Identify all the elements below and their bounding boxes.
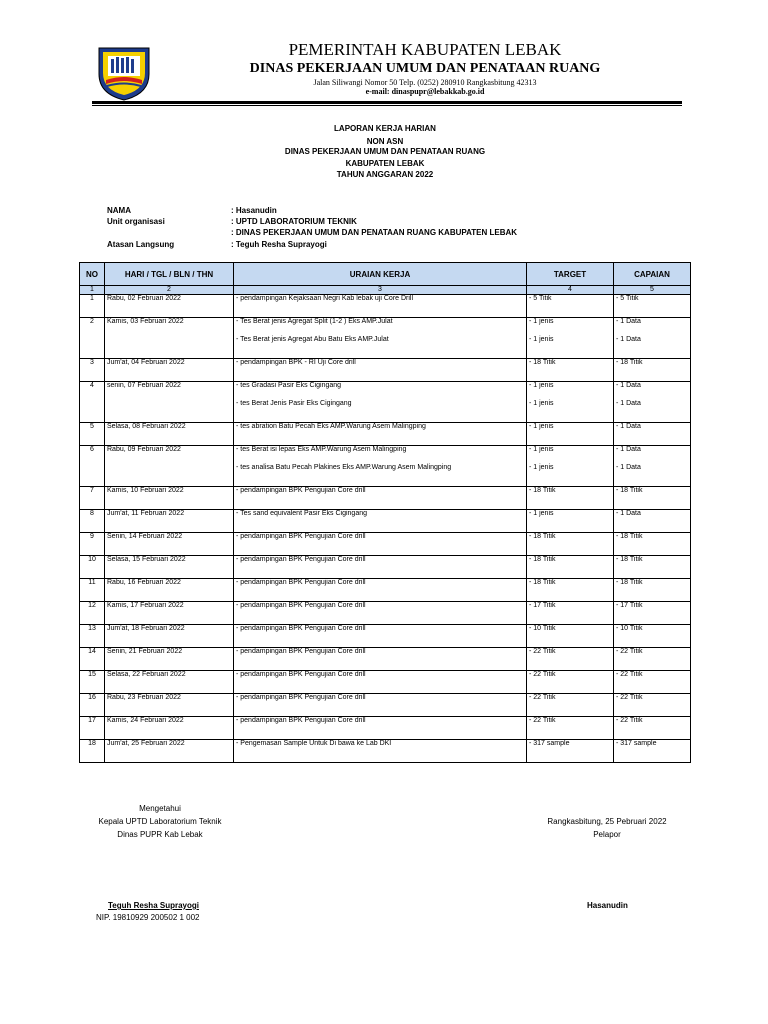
row-date: Rabu, 23 Februari 2022 [105,694,234,711]
acknowledged-label: Mengetahui [139,804,181,813]
row-number: 10 [80,556,105,573]
report-title: LAPORAN KERJA HARIAN [334,124,436,133]
row-target: - 17 Titik [527,602,614,619]
row-task: - pendampingan BPK Pengujian Core drill [234,717,527,734]
table-row [80,579,691,596]
row-number: 6 [80,446,105,463]
table-row [80,740,691,757]
header-no: NO [80,263,105,286]
row-task: - Tes Berat jenis Agregat Abu Batu Eks AMP.Julat [234,336,527,352]
row-task: - pendampingan BPK Pengujian Core drill [234,556,527,573]
row-task: - pendampingan BPK Pengujian Core drill [234,533,527,550]
row-task: - Tes Berat jenis Agregat Split (1-2 ) Eks AMP.Julat [234,318,527,335]
head-agency: Dinas PUPR Kab Lebak [117,830,203,839]
row-target: - 1 jenis [527,336,614,352]
col-number: 2 [105,286,234,295]
row-number [80,400,105,416]
spacer-cell [80,756,105,763]
row-result: - 22 Titik [614,717,691,734]
row-task: - tes analisa Batu Pecah Plakines Eks AMP.Warung Asem Malingping [234,464,527,480]
spacer-cell [614,756,691,763]
row-date [105,464,234,480]
spacer-cell [234,756,527,763]
row-number: 18 [80,740,105,757]
row-target: - 1 jenis [527,382,614,399]
report-regency: KABUPATEN LEBAK [345,159,425,168]
table-row [80,556,691,573]
row-task: - pendampingan Kejaksaan Negri Kab lebak uji Core Drill [234,295,527,312]
row-target: - 1 jenis [527,423,614,440]
row-result: - 5 Titik [614,295,691,312]
col-number: 1 [80,286,105,295]
spacer-cell [105,756,234,763]
row-task: - pendampingan BPK Pengujian Core drill [234,487,527,504]
head-name: Teguh Resha Suprayogi [108,901,199,910]
row-task: - pendampingan BPK Pengujian Core drill [234,648,527,665]
report-place-date: Rangkasbitung, 25 Pebruari 2022 [547,817,667,826]
unit-label: Unit organisasi [107,217,165,226]
header-task: URAIAN KERJA [234,263,527,286]
row-task: - pendampingan BPK Pengujian Core drill [234,579,527,596]
row-result: - 22 Titik [614,694,691,711]
row-number: 11 [80,579,105,596]
row-date: Rabu, 02 Februari 2022 [105,295,234,312]
table-row [80,464,691,480]
spacer-cell [527,756,614,763]
row-target: - 22 Titik [527,671,614,688]
row-task: - pendampingan BPK Pengujian Core drill [234,671,527,688]
table-row [80,625,691,642]
supervisor-value: : Teguh Resha Suprayogi [231,240,327,249]
table-row [80,400,691,416]
row-target: - 18 Titik [527,487,614,504]
row-result: - 18 Titik [614,533,691,550]
name-value: : Hasanudin [231,206,277,215]
letterhead-divider-thick [92,101,682,104]
row-number: 4 [80,382,105,399]
row-date: Rabu, 16 Februari 2022 [105,579,234,596]
row-number: 13 [80,625,105,642]
row-date: Jum'at, 18 Februari 2022 [105,625,234,642]
table-row [80,359,691,376]
table-row [80,295,691,312]
row-result: - 18 Titik [614,556,691,573]
row-result: - 22 Titik [614,671,691,688]
report-fiscal-year: TAHUN ANGGARAN 2022 [336,170,434,179]
row-target: - 18 Titik [527,556,614,573]
row-result: - 317 sample [614,740,691,757]
table-row [80,602,691,619]
unit-value: : UPTD LABORATORIUM TEKNIK [231,217,357,226]
office-address: Jalan Siliwangi Nomor 50 Telp. (0252) 280910 Rangkasbitung 42313 [313,78,537,87]
table-row [80,382,691,399]
row-result: - 1 Data [614,382,691,399]
row-date: Senin, 14 Februari 2022 [105,533,234,550]
letterhead-divider-thin [92,105,682,106]
row-date [105,336,234,352]
row-task: - tes Berat isi lepas Eks AMP.Warung Asem Malingping [234,446,527,463]
row-result: - 1 Data [614,400,691,416]
row-target: - 5 Titik [527,295,614,312]
table-row [80,487,691,504]
row-date: senin, 07 Februari 2022 [105,382,234,399]
row-number: 16 [80,694,105,711]
report-subtitle: NON ASN [366,137,404,146]
row-task: - Pengemasan Sample Untuk Di bawa ke Lab DKI [234,740,527,757]
row-date: Senin, 21 Februari 2022 [105,648,234,665]
supervisor-label: Atasan Langsung [107,240,175,249]
row-result: - 1 Data [614,423,691,440]
row-task: - pendampingan BPK Pengujian Core drill [234,625,527,642]
table-row [80,533,691,550]
row-target: - 22 Titik [527,717,614,734]
row-result: - 10 Titik [614,625,691,642]
row-result: - 1 Data [614,318,691,335]
reporter-name: Hasanudin [587,901,628,910]
header-result: CAPAIAN [614,263,691,286]
head-nip: NIP. 19810929 200502 1 002 [96,913,200,922]
row-date [105,400,234,416]
row-date: Jum'at, 25 Februari 2022 [105,740,234,757]
header-date: HARI / TGL / BLN / THN [105,263,234,286]
row-date: Jum'at, 11 Februari 2022 [105,510,234,527]
row-number: 12 [80,602,105,619]
row-date: Selasa, 08 Februari 2022 [105,423,234,440]
row-date: Rabu, 09 Februari 2022 [105,446,234,463]
row-number: 9 [80,533,105,550]
row-date: Kamis, 17 Februari 2022 [105,602,234,619]
row-target: - 18 Titik [527,533,614,550]
col-number: 5 [614,286,691,295]
row-number [80,336,105,352]
row-target: - 317 sample [527,740,614,757]
table-header-row [80,263,691,286]
department-name: DINAS PEKERJAAN UMUM DAN PENATAAN RUANG [249,61,601,76]
table-body [80,295,691,763]
row-target: - 22 Titik [527,694,614,711]
row-result: - 18 Titik [614,359,691,376]
table-row [80,318,691,335]
table-row [80,648,691,665]
head-position: Kepala UPTD Laboratorium Teknik [98,817,222,826]
row-target: - 1 jenis [527,464,614,480]
government-name: PEMERINTAH KABUPATEN LEBAK [288,40,562,59]
row-task: - Tes sand equivalent Pasir Eks Cigingang [234,510,527,527]
row-task: - tes Gradasi Pasir Eks Cigingang [234,382,527,399]
table-row [80,510,691,527]
row-task: - pendampingan BPK Pengujian Core drill [234,694,527,711]
row-number: 8 [80,510,105,527]
row-number: 5 [80,423,105,440]
row-number: 14 [80,648,105,665]
row-target: - 10 Titik [527,625,614,642]
row-number: 17 [80,717,105,734]
daily-work-table [79,262,691,763]
unit-value-dept: : DINAS PEKERJAAN UMUM DAN PENATAAN RUANG KABUPATEN LEBAK [231,228,518,237]
row-number: 7 [80,487,105,504]
row-result: - 1 Data [614,464,691,480]
row-target: - 1 jenis [527,318,614,335]
name-label: NAMA [107,206,131,215]
row-date: Selasa, 15 Februari 2022 [105,556,234,573]
row-result: - 18 Titik [614,487,691,504]
row-target: - 18 Titik [527,359,614,376]
row-date: Jum'at, 04 Februari 2022 [105,359,234,376]
row-number: 2 [80,318,105,335]
row-task: - tes Berat Jenis Pasir Eks Cigingang [234,400,527,416]
row-task: - pendampingan BPK - RI Uji Core drill [234,359,527,376]
row-number: 15 [80,671,105,688]
row-date: Kamis, 24 Februari 2022 [105,717,234,734]
table-row [80,671,691,688]
row-date: Kamis, 10 Februari 2022 [105,487,234,504]
row-result: - 1 Data [614,446,691,463]
row-date: Selasa, 22 Februari 2022 [105,671,234,688]
row-target: - 22 Titik [527,648,614,665]
office-email: e-mail: dinaspupr@lebakkab.go.id [365,87,485,96]
table-row [80,694,691,711]
col-number: 4 [527,286,614,295]
row-target: - 1 jenis [527,400,614,416]
row-number: 3 [80,359,105,376]
row-target: - 1 jenis [527,510,614,527]
header-target: TARGET [527,263,614,286]
report-department: DINAS PEKERJAAN UMUM DAN PENATAAN RUANG [284,147,486,156]
row-task: - pendampingan BPK Pengujian Core drill [234,602,527,619]
row-target: - 18 Titik [527,579,614,596]
row-result: - 22 Titik [614,648,691,665]
table-row [80,446,691,463]
row-date: Kamis, 03 Februari 2022 [105,318,234,335]
row-number [80,464,105,480]
row-task: - tes abration Batu Pecah Eks AMP.Warung Asem Malingping [234,423,527,440]
reporter-label: Pelapor [593,830,621,839]
table-row [80,336,691,352]
row-target: - 1 jenis [527,446,614,463]
table-row [80,423,691,440]
row-separator [80,756,691,763]
row-result: - 1 Data [614,510,691,527]
row-result: - 17 Titik [614,602,691,619]
table-row [80,717,691,734]
row-number: 1 [80,295,105,312]
regency-logo [95,44,153,102]
row-result: - 1 Data [614,336,691,352]
col-number: 3 [234,286,527,295]
column-number-row [80,286,691,295]
row-result: - 18 Titik [614,579,691,596]
